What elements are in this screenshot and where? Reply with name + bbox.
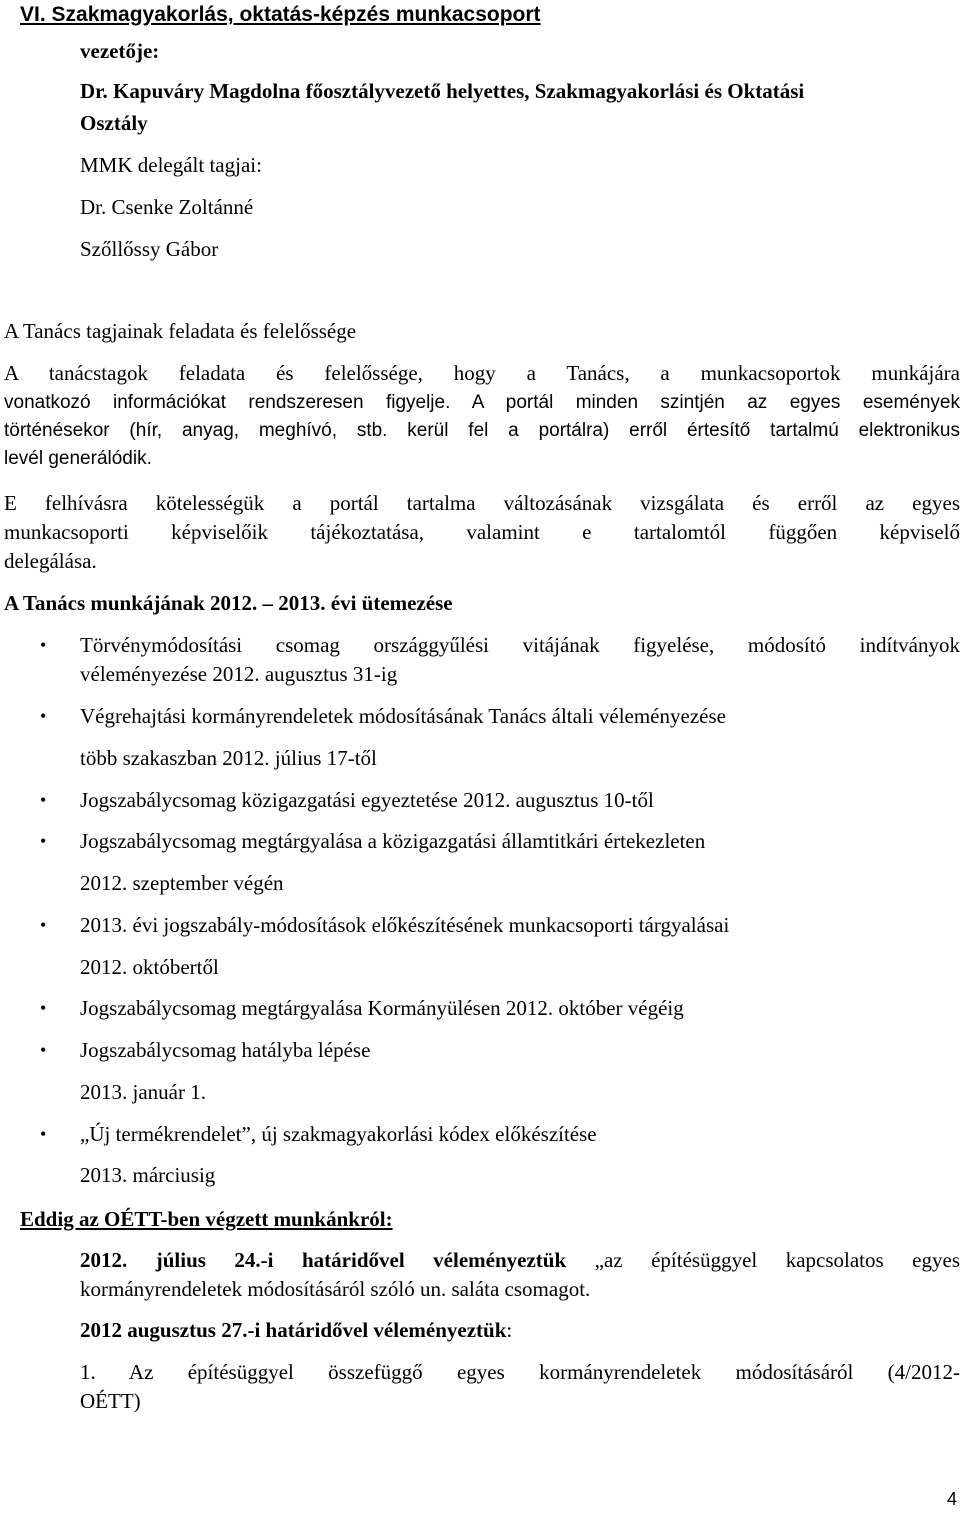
work-1-line-2: kormányrendeletek módosításáról szóló un. saláta csomagot. xyxy=(80,1277,591,1301)
bullet-4-line-1: Jogszabálycsomag megtárgyalása a közigazgatási államtitkári értekezleten xyxy=(80,829,706,853)
work-2-rest: : xyxy=(506,1318,513,1342)
bullet-dot: • xyxy=(40,915,47,935)
bullet-4-line-2: 2012. szeptember végén xyxy=(80,871,284,895)
bullet-8-line-2: 2013. márciusig xyxy=(80,1163,216,1187)
bullet-8-line-1: „Új termékrendelet”, új szakmagyakorlási kódex előkészítése xyxy=(80,1122,597,1146)
para2-line-1: E felhívásra kötelességük a portál tartalma változásának vizsgálata és erről az egyes xyxy=(4,491,960,515)
leader-label: vezetője: xyxy=(80,39,160,63)
work-1-line-1 xyxy=(80,1245,960,1275)
schedule-heading: A Tanács munkájának 2012. – 2013. évi ütemezése xyxy=(4,591,453,615)
bullet-7-line-1: Jogszabálycsomag hatályba lépése xyxy=(80,1038,371,1062)
delegate-2: Szőllőssy Gábor xyxy=(80,237,219,261)
bullet-dot: • xyxy=(40,706,47,726)
bullet-5-line-2: 2012. októbertől xyxy=(80,955,219,979)
bullet-5-line-1: 2013. évi jogszabály-módosítások előkészítésének munkacsoporti tárgyalásai xyxy=(80,913,730,937)
work-2-line xyxy=(80,1315,512,1345)
bullet-7-line-2: 2013. január 1. xyxy=(80,1080,206,1104)
leader-line-2: Osztály xyxy=(80,111,148,135)
bullet-dot: • xyxy=(40,1040,47,1060)
bullet-dot: • xyxy=(40,998,47,1018)
bullet-6-line-1: Jogszabálycsomag megtárgyalása Kormányülésen 2012. október végéig xyxy=(80,996,684,1020)
para1-line-2: vonatkozó információkat rendszeresen figyelje. A portál minden szintjén az egyes események xyxy=(4,392,960,413)
delegate-1: Dr. Csenke Zoltánné xyxy=(80,195,254,219)
para1-line-4: levél generálódik. xyxy=(4,448,152,469)
work-1-rest: „az építésüggyel kapcsolatos egyes xyxy=(594,1248,960,1272)
page-number: 4 xyxy=(947,1489,958,1509)
para2-line-2: munkacsoporti képviselőik tájékoztatása, valamint e tartalomtól függően képviselő xyxy=(4,520,960,544)
para2-line-3: delegálása. xyxy=(4,549,97,573)
council-heading: A Tanács tagjainak feladata és felelőssége xyxy=(4,319,357,343)
para1-line-3: történésekor (hír, anyag, meghívó, stb. kerül fel a portálra) erről értesítő tartalmú elektronikus xyxy=(4,420,960,441)
bullet-3-line-1: Jogszabálycsomag közigazgatási egyeztetése 2012. augusztus 10-től xyxy=(80,788,654,812)
bullet-dot: • xyxy=(40,1124,47,1144)
leader-line-1: Dr. Kapuváry Magdolna főosztályvezető helyettes, Szakmagyakorlási és Oktatási xyxy=(80,79,805,103)
item-1-line-1: 1. Az építésüggyel összefüggő egyes kormányrendeletek módosításáról (4/2012- xyxy=(80,1360,960,1384)
work-1-bold: 2012. július 24.-i határidővel véleményeztük xyxy=(80,1248,567,1272)
bullet-dot: • xyxy=(40,790,47,810)
para1-line-1: A tanácstagok feladata és felelőssége, hogy a Tanács, a munkacsoportok munkájára xyxy=(4,361,960,385)
bullet-2-line-2: több szakaszban 2012. július 17-től xyxy=(80,746,377,770)
bullet-1-line-2: véleményezése 2012. augusztus 31-ig xyxy=(80,662,398,686)
work-heading: Eddig az OÉTT-ben végzett munkánkról: xyxy=(20,1207,393,1231)
bullet-dot: • xyxy=(40,831,47,851)
bullet-1-line-1: Törvénymódosítási csomag országgyűlési vitájának figyelése, módosító indítványok xyxy=(80,633,960,657)
section-title: VI. Szakmagyakorlás, oktatás-képzés munkacsoport xyxy=(20,3,541,26)
delegates-label: MMK delegált tagjai: xyxy=(80,153,262,177)
work-2-bold: 2012 augusztus 27.-i határidővel véleményeztük xyxy=(80,1318,507,1342)
bullet-dot: • xyxy=(40,635,47,655)
item-1-line-2: OÉTT) xyxy=(80,1389,141,1413)
bullet-2-line-1: Végrehajtási kormányrendeletek módosításának Tanács általi véleményezése xyxy=(80,704,726,728)
